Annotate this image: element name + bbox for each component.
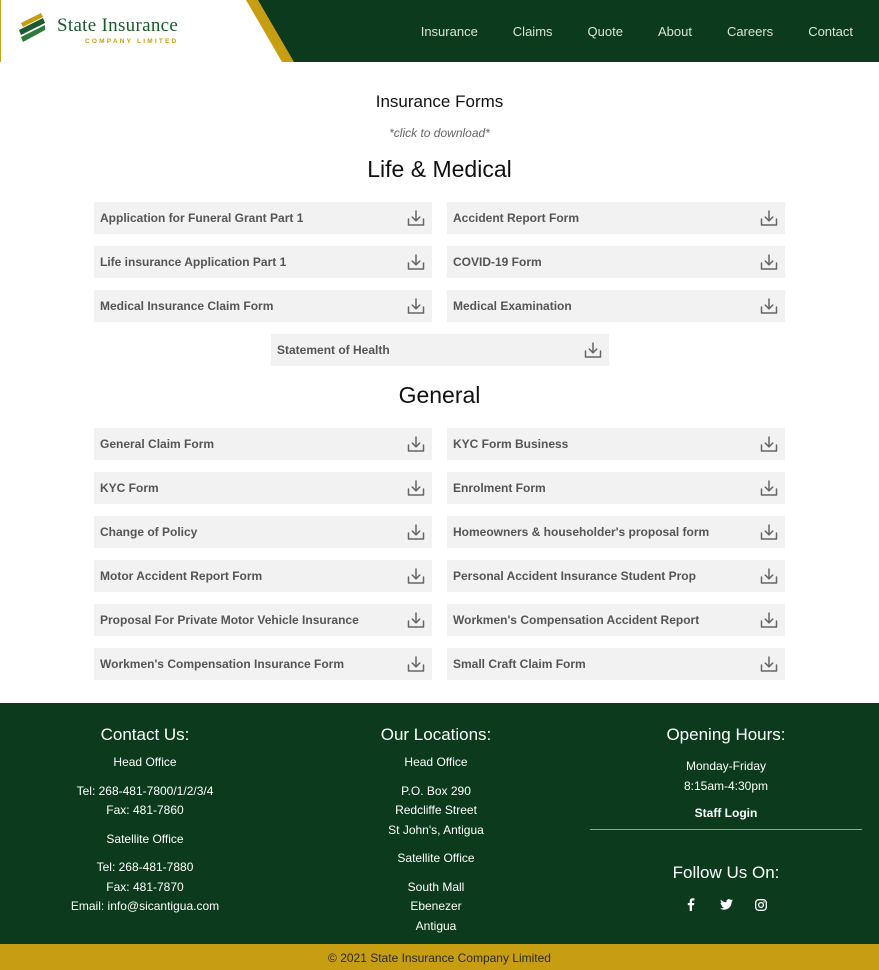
nav-quote[interactable]: Quote <box>587 23 623 39</box>
form-download-item[interactable] <box>447 472 785 504</box>
locations-title: Our Locations: <box>380 725 492 744</box>
download-icon <box>407 209 425 227</box>
site-header <box>0 0 879 62</box>
staff-login-link[interactable]: Staff Login <box>694 806 758 820</box>
form-download-item[interactable] <box>94 604 432 636</box>
form-download-item[interactable] <box>447 246 785 278</box>
download-icon <box>407 479 425 497</box>
form-label: Motor Accident Report Form <box>100 569 263 583</box>
download-icon <box>407 523 425 541</box>
form-label: Small Craft Claim Form <box>453 657 586 671</box>
download-icon <box>760 209 778 227</box>
footer-hours <box>590 703 862 912</box>
form-label: KYC Form <box>100 481 159 495</box>
form-label: Application for Funeral Grant Part 1 <box>100 211 304 225</box>
footer-contact <box>45 703 245 917</box>
copyright-bar: © 2021 State Insurance Company Limited <box>0 944 879 970</box>
form-download-item[interactable] <box>447 648 785 680</box>
form-download-item[interactable] <box>94 560 432 592</box>
follow-title: Follow Us On: <box>672 863 780 882</box>
form-download-item[interactable] <box>94 202 432 234</box>
download-icon <box>407 655 425 673</box>
form-download-item[interactable] <box>94 246 432 278</box>
nav-contact[interactable]: Contact <box>808 23 853 39</box>
locations-sat-line: South Mall <box>407 879 465 894</box>
contact-head-fax: Fax: 481-7860 <box>106 803 184 817</box>
form-download-item[interactable] <box>94 428 432 460</box>
download-icon <box>407 253 425 271</box>
contact-satellite-office: Satellite Office <box>106 831 184 846</box>
download-icon <box>760 297 778 315</box>
social-links <box>590 897 862 912</box>
form-label: Statement of Health <box>277 343 390 357</box>
locations-sat-line: Antigua <box>415 918 457 933</box>
contact-sat-tel: Tel: 268-481-7880 <box>96 860 194 874</box>
form-download-item[interactable] <box>271 334 609 366</box>
form-download-item[interactable] <box>447 202 785 234</box>
download-icon <box>760 567 778 585</box>
form-label: Workmen's Compensation Accident Report <box>453 613 700 627</box>
form-download-item[interactable] <box>447 290 785 322</box>
download-icon <box>760 655 778 673</box>
form-download-item[interactable] <box>447 428 785 460</box>
form-label: COVID-19 Form <box>453 255 542 269</box>
form-download-item[interactable] <box>94 290 432 322</box>
form-label: Workmen's Compensation Insurance Form <box>100 657 345 671</box>
form-download-item[interactable] <box>94 516 432 548</box>
locations-sat-line: Ebenezer <box>410 899 462 913</box>
form-download-item[interactable] <box>94 472 432 504</box>
download-icon <box>584 341 602 359</box>
contact-title: Contact Us: <box>100 725 190 744</box>
download-icon <box>407 297 425 315</box>
form-label: Change of Policy <box>100 525 198 539</box>
instagram-icon[interactable] <box>754 897 769 912</box>
form-label: Medical Insurance Claim Form <box>100 299 274 313</box>
download-icon <box>760 435 778 453</box>
form-label: Homeowners & householder's proposal form <box>453 525 710 539</box>
section-title-general: General <box>398 382 481 408</box>
form-download-item[interactable] <box>447 560 785 592</box>
locations-head-line: Redcliffe Street <box>395 803 477 817</box>
twitter-icon[interactable] <box>719 897 734 912</box>
download-icon <box>760 479 778 497</box>
contact-sat-fax: Fax: 481-7870 <box>106 879 184 894</box>
download-icon <box>407 435 425 453</box>
locations-head-line: St John's, Antigua <box>388 822 484 837</box>
form-label: Medical Examination <box>453 299 572 313</box>
hours-title: Opening Hours: <box>666 725 786 744</box>
nav-careers[interactable]: Careers <box>726 23 774 39</box>
download-icon <box>760 523 778 541</box>
nav-claims[interactable]: Claims <box>512 23 553 39</box>
form-label: Life insurance Application Part 1 <box>100 255 287 269</box>
contact-head-office: Head Office <box>113 755 177 769</box>
download-icon <box>407 611 425 629</box>
footer-divider <box>590 829 862 830</box>
form-download-item[interactable] <box>447 604 785 636</box>
form-label: Proposal For Private Motor Vehicle Insurance <box>100 613 359 627</box>
form-label: Enrolment Form <box>453 481 546 495</box>
logo-subtitle: COMPANY LIMITED <box>85 38 179 45</box>
nav-about[interactable]: About <box>657 23 692 39</box>
download-icon <box>760 253 778 271</box>
locations-satellite-office: Satellite Office <box>397 851 475 865</box>
form-label: Personal Accident Insurance Student Prop <box>453 569 696 583</box>
logo-name: State Insurance <box>57 15 179 36</box>
logo[interactable] <box>0 0 300 62</box>
download-icon <box>760 611 778 629</box>
site-footer <box>0 703 879 944</box>
contact-email[interactable]: Email: info@sicantigua.com <box>70 899 220 913</box>
hours-time: 8:15am-4:30pm <box>683 778 769 793</box>
form-label: General Claim Form <box>100 437 215 451</box>
facebook-icon[interactable] <box>684 897 699 912</box>
footer-locations <box>336 703 536 936</box>
form-label: Accident Report Form <box>453 211 580 225</box>
form-download-item[interactable] <box>447 516 785 548</box>
section-title-life-medical: Life & Medical <box>367 156 512 182</box>
nav-insurance[interactable]: Insurance <box>420 23 478 39</box>
contact-head-tel: Tel: 268-481-7800/1/2/3/4 <box>76 783 214 798</box>
download-icon <box>407 567 425 585</box>
hours-days: Monday-Friday <box>685 759 767 773</box>
page-title: Insurance Forms <box>375 92 504 111</box>
main-nav <box>386 0 853 62</box>
company-logo-icon <box>17 10 47 44</box>
form-download-item[interactable] <box>94 648 432 680</box>
locations-head-office: Head Office <box>404 755 468 769</box>
download-note: *click to download* <box>389 126 490 140</box>
locations-head-line: P.O. Box 290 <box>401 783 471 798</box>
form-label: KYC Form Business <box>453 437 569 451</box>
